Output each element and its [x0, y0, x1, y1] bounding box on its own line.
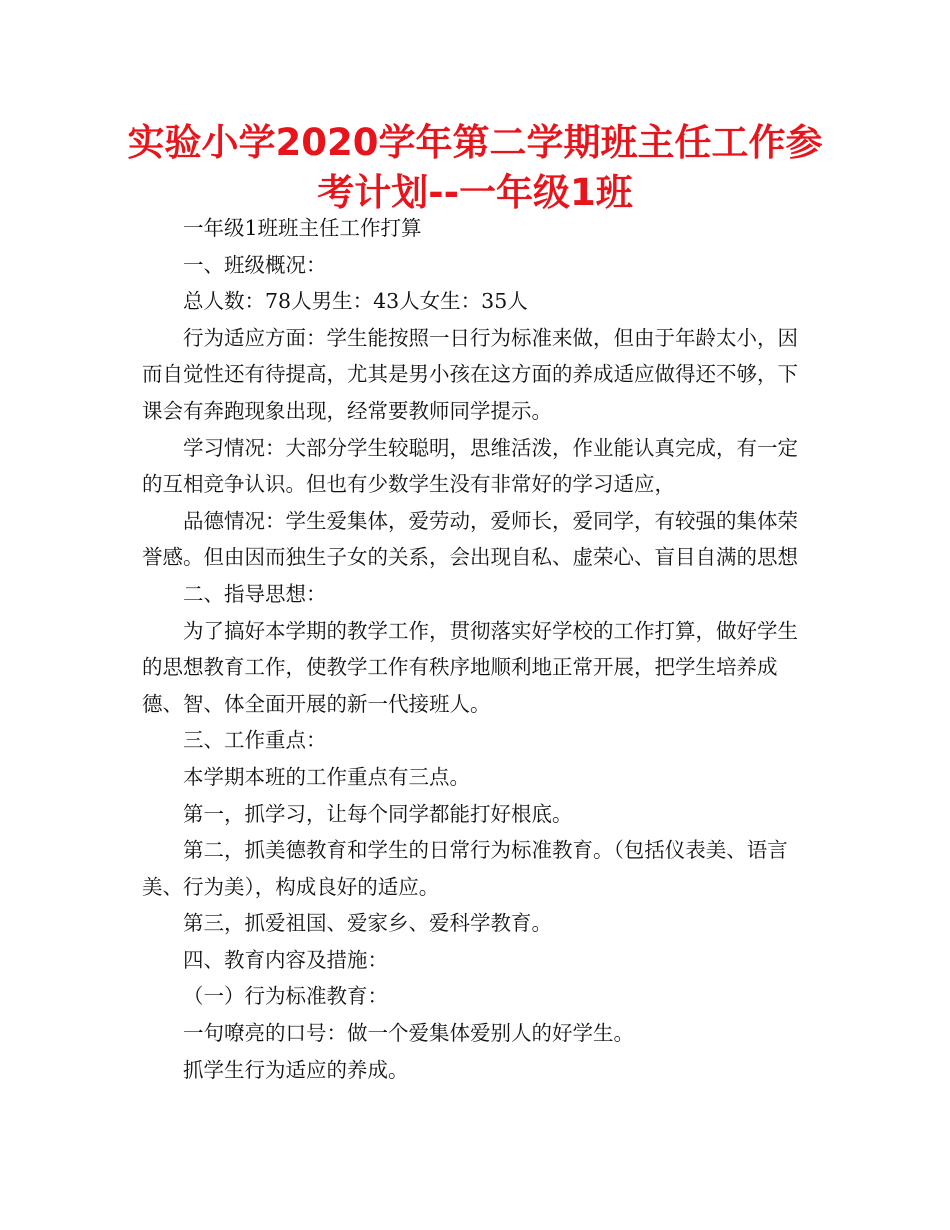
paragraph: 第二，抓美德教育和学生的日常行为标准教育。（包括仪表美、语言美、行为美），构成良好的适应。 [142, 838, 788, 899]
paragraph: 本学期本班的工作重点有三点。 [183, 764, 470, 789]
paragraph: 行为适应方面：学生能按照一日行为标准来做，但由于年龄太小，因而自觉性还有待提高，尤其是男小孩在这方面的养成适应做得还不够，下课会有奔跑现象出现，经常要教师同学提示。 [142, 325, 798, 423]
paragraph: 学习情况：大部分学生较聪明，思维活泼，作业能认真完成，有一定的互相竞争认识。但也有少数学生没有非常好的学习适应， [142, 435, 798, 497]
section-heading: 一、班级概况： [183, 252, 327, 277]
paragraph: 第三，抓爱祖国、爱家乡、爱科学教育。 [183, 911, 552, 936]
paragraph: 品德情况：学生爱集体，爱劳动，爱师长，爱同学，有较强的集体荣誉感。但由因而独生子女的关系，会出现自私、虚荣心、盲目自满的思想 [142, 508, 798, 570]
section-heading: 三、工作重点： [183, 728, 327, 753]
paragraph: 抓学生行为适应的养成。 [183, 1057, 409, 1082]
sub-heading: （一）行为标准教育： [183, 984, 388, 1009]
section-heading: 四、教育内容及措施： [183, 947, 388, 972]
paragraph: 一句嘹亮的口号：做一个爱集体爱别人的好学生。 [183, 1021, 634, 1046]
paragraph: 为了搞好本学期的教学工作，贯彻落实好学校的工作打算，做好学生的思想教育工作，使教学工作有秩序地顺利地正常开展，把学生培养成德、智、体全面开展的新一代接班人。 [142, 618, 798, 716]
document-body [142, 210, 812, 1088]
document-title: 实验小学2020学年第二学期班主任工作参考计划--一年级1班 [127, 121, 823, 214]
section-heading: 二、指导思想： [183, 581, 327, 606]
paragraph: 一年级1班班主任工作打算 [183, 216, 422, 240]
paragraph: 总人数：78人男生：43人女生：35人 [183, 289, 528, 314]
paragraph: 第一，抓学习，让每个同学都能打好根底。 [183, 801, 573, 826]
